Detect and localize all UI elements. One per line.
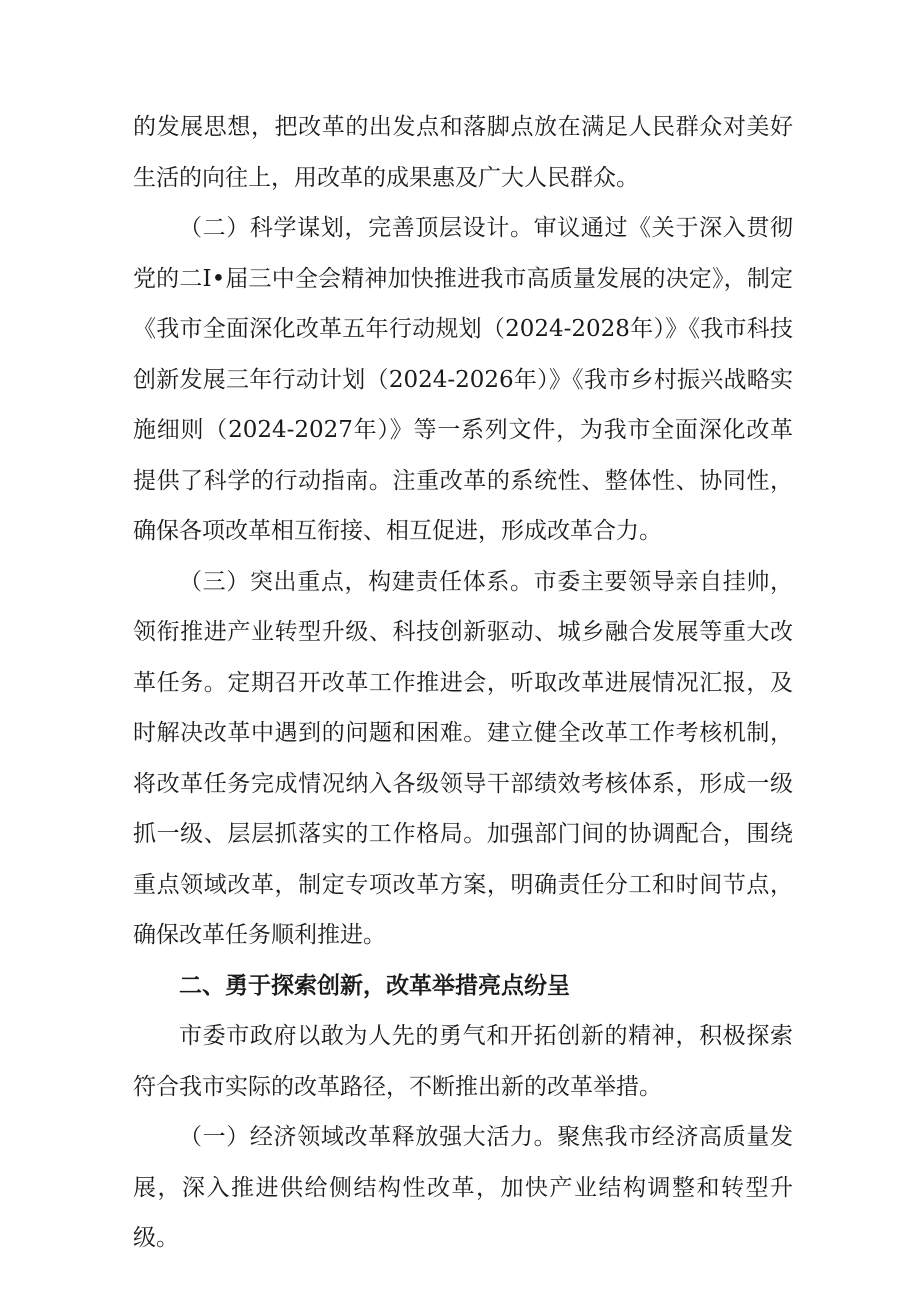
section-heading-2: 二、勇于探索创新，改革举措亮点纷呈 <box>179 972 570 999</box>
document-body <box>133 102 793 1264</box>
paragraph-intro: 市委市政府以敢为人先的勇气和开拓创新的精神，积极探索符合我市实际的改革路径，不断推出新的改革举措。 <box>133 1023 793 1100</box>
paragraph-continuation: 的发展思想，把改革的出发点和落脚点放在满足人民群众对美好生活的向往上，用改革的成果惠及广大人民群众。 <box>133 114 793 191</box>
paragraph-section-3: （三）突出重点，构建责任体系。市委主要领导亲自挂帅，领衔推进产业转型升级、科技创新驱动、城乡融合发展等重大改革任务。定期召开改革工作推进会，听取改革进展情况汇报，及时解决改革中遇到的问题和困难。建立健全改革工作考核机制，将改革任务完成情况纳入各级领导干部绩效考核体系，形成一级抓一级、层层抓落实的工作格局。加强部门间的协调配合，围绕重点领域改革，制定专项改革方案，明确责任分工和时间节点，确保改革任务顺利推进。 <box>133 568 793 948</box>
paragraph-subsection-1: （一）经济领域改革释放强大活力。聚焦我市经济高质量发展，深入推进供给侧结构性改革，加快产业结构调整和转型升级。 <box>133 1124 793 1251</box>
paragraph-section-2: （二）科学谋划，完善顶层设计。审议通过《关于深入贯彻党的二I•届三中全会精神加快推进我市高质量发展的决定》，制定《我市全面深化改革五年行动规划（2024-2028年）》《我市科技创新发展三年行动计划（2024-2026年）》《我市乡村振兴战略实施细则（2024-2027年）》等一系列文件，为我市全面深化改革提供了科学的行动指南。注重改革的系统性、整体性、协同性，确保各项改革相互衔接、相互促进，形成改革合力。 <box>133 215 793 544</box>
